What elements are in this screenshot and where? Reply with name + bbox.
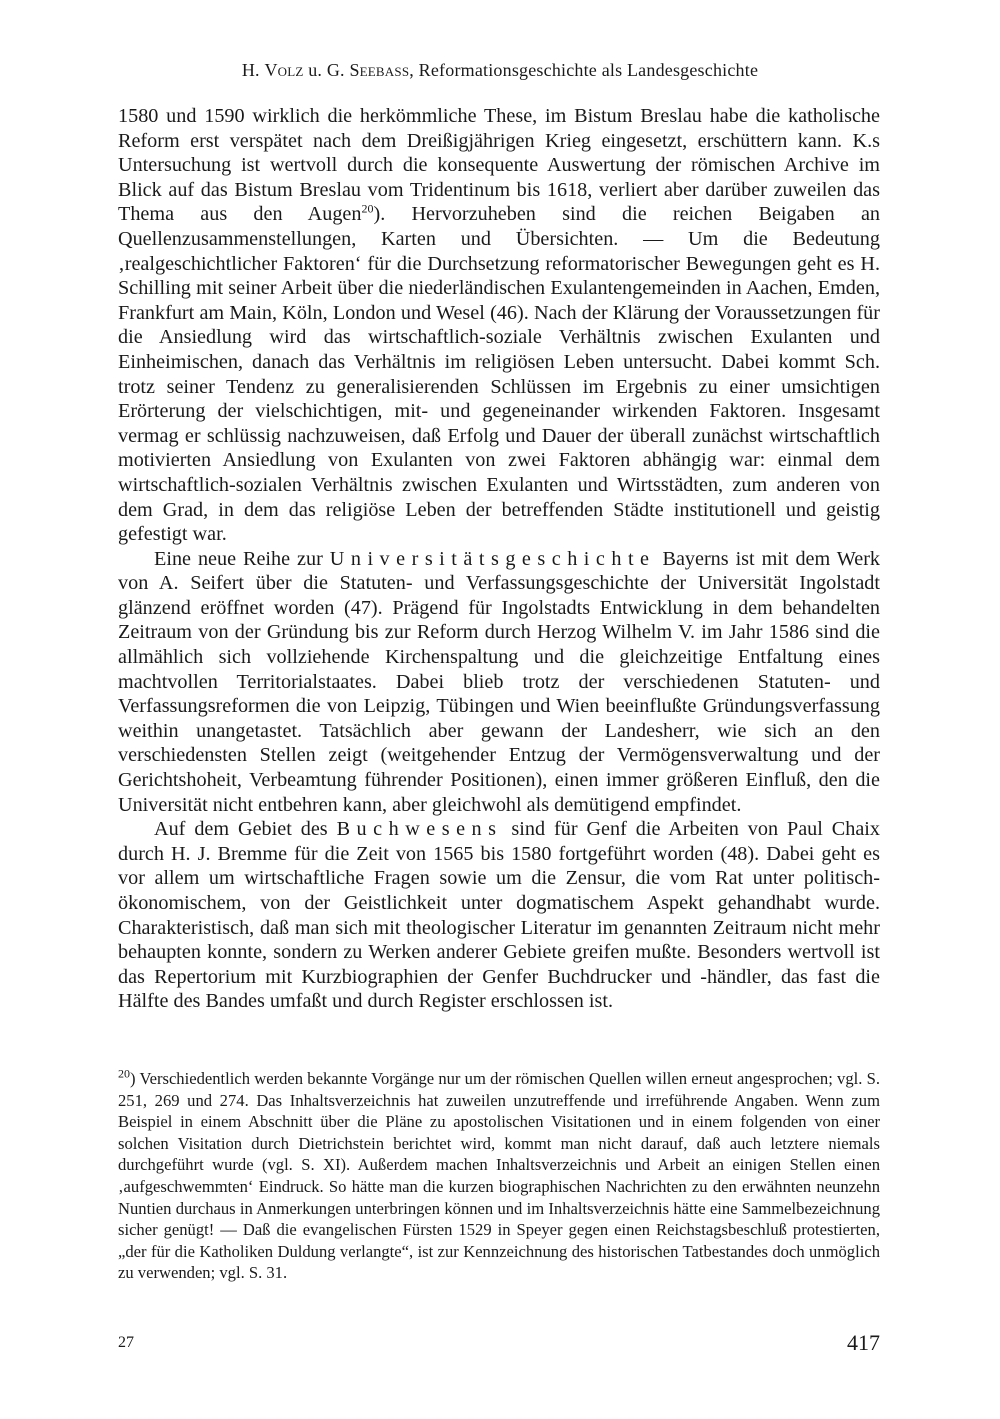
footnote-reference: 20 xyxy=(361,201,374,216)
author-volz: Volz xyxy=(264,60,304,80)
signature-mark: 27 xyxy=(118,1334,134,1351)
footnote-20 xyxy=(118,1068,880,1284)
paragraph-1 xyxy=(118,104,880,547)
footnote-marker: 20 xyxy=(118,1066,130,1081)
spaced-keyword-universitaetsgeschichte: Universitätsgeschichte xyxy=(329,547,656,570)
paragraph-2-text: Bayerns ist mit dem Werk von A. Seifert über die Statuten- und Verfassungsgeschichte der Universität Ingolstadt glänzend eröffnet worden (47). Prägend für Ingolstadts Entwicklung in dem behandelten Zeitraum von der Gründung bis zur Reform durch Herzog Wilhelm V. im Jahr 1586 sind die allmählich sich vollziehende Kirchenspaltung und die gleichzeitige Entfaltung eines machtvollen Territorialstaates. Dabei blieb trotz der verschiedenen Statuten- und Verfassungsreformen die von Leipzig, Tübingen und Wien beeinflußte Gründungsverfassung weithin unangetastet. Tatsächlich aber gewann der Landesherr, wie sich an den verschiedensten Stellen zeigt (weitgehender Entzug der Vermögensverwaltung und der Gerichtshoheit, Verbeamtung führender Positionen), einen immer größeren Einfluß, den die Universität nicht entbehren kann, aber gleichwohl als demütigend empfindet. xyxy=(118,547,881,816)
paragraph-3-lead: Auf dem Gebiet des xyxy=(154,818,337,841)
spaced-keyword-buchwesens: Buchwesens xyxy=(336,818,503,841)
paragraph-3 xyxy=(118,817,880,1014)
main-text xyxy=(118,104,880,1014)
running-head xyxy=(118,60,882,81)
paragraph-2 xyxy=(118,547,880,818)
author-seebass: Seebass xyxy=(349,60,410,80)
running-head-conjunction: u. G. xyxy=(303,60,350,80)
footnote xyxy=(118,1068,880,1284)
footnote-text: ) Verschiedentlich werden bekannte Vorgänge nur um der römischen Quellen willen erneut angesprochen; vgl. S. 251, 269 und 274. Das Inhaltsverzeichnis hat zuweilen unzutreffende und irreführende Angaben. Wenn zum Beispiel in einem Abschnitt über die Pläne zu apostolischen Visitationen und in einem folgenden von einer solchen Visitation durch Dietrichstein berichtet wird, kommt man nicht darauf, daß auch letztere niemals durchgeführt wurde (vgl. S. XI). Außerdem machen Inhaltsverzeichnis und Arbeit an einigen Stellen einen ‚aufgeschwemmten‘ Eindruck. So hätte man die kurzen biographischen Nachrichten zu den erwähnten neunzehn Nuntien durchaus in Anmerkungen unterbringen können und im Inhaltsverzeichnis hätte eine Sammelbezeichnung sicher genügt! — Daß die evangelischen Fürsten 1529 in Speyer gegen einen Reichstagsbeschluß protestierten, „der für die Katholiken Duldung verlangte“, ist zur Kennzeichnung des historischen Tatbestandes doch unmöglich zu verwenden; vgl. S. 31. xyxy=(118,1069,880,1283)
paragraph-3-text: sind für Genf die Arbeiten von Paul Chaix durch H. J. Bremme für die Zeit von 1565 bis 1580 fortgeführt worden (48). Dabei geht es vor allem um wirtschaftliche Fragen sowie um die Zensur, die vom Rat unter politisch-ökonomischem, von der Geistlichkeit unter dogmatischem Aspekt gehandhabt wurde. Charakteristisch, daß man sich mit theologischer Literatur im genannten Zeitraum nicht mehr behaupten konnte, sondern zu Werken anderer Gebiete greifen mußte. Besonders wertvoll ist das Repertorium mit Kurzbiographien der Genfer Buchdrucker und -händler, das fast die Hälfte des Bandes umfaßt und durch Register erschlossen ist. xyxy=(118,818,880,1013)
paragraph-1-continuation: ). Hervorzuheben sind die reichen Beigaben an Quellenzusammenstellungen, Karten und Übersichten. — Um die Bedeutung ‚realgeschichtlicher Faktoren‘ für die Durchsetzung reformatorischer Bewegungen geht es H. Schilling mit seiner Arbeit über die niederländischen Exulantengemeinden in Aachen, Emden, Frankfurt am Main, Köln, London und Wesel (46). Nach der Klärung der Voraussetzungen für die Ansiedlung wird das wirtschaftlich-soziale Verhältnis zwischen Exulanten und Einheimischen, danach das Verhältnis im religiösen Leben untersucht. Dabei kommt Sch. trotz seiner Tendenz zu generalisierenden Schlüssen im Ergebnis zu einer umsichtigen Erörterung der vielschichtigen, mit- und gegeneinander wirkenden Faktoren. Insgesamt vermag er schlüssig nachzuweisen, daß Erfolg und Dauer der überall zunächst wirtschaftlich motivierten Ansiedlung von Exulanten von zwei Faktoren abhängig war: einmal dem wirtschaftlich-sozialen Verhältnis zwischen Exulanten und Wirtsstädten, zum anderen von dem Grad, in dem das religiöse Leben der betreffenden Städte institutionell und geistig gefestigt war. xyxy=(118,203,881,546)
paragraph-2-lead: Eine neue Reihe zur xyxy=(154,547,330,570)
running-head-title: , Reformationsgeschichte als Landesgeschichte xyxy=(409,60,759,80)
paragraph-1-text: 1580 und 1590 wirklich die herkömmliche These, im Bistum Breslau habe die katholische Reform erst verspätet nach dem Dreißigjährigen Krieg eingesetzt, erschüttern kann. K.s Untersuchung ist wertvoll durch die konsequente Auswertung der römischen Archive im Blick auf das Bistum Breslau vom Tridentinum bis 1618, verliert aber darüber zuweilen das Thema aus den Augen xyxy=(118,105,880,226)
page-number: 417 xyxy=(847,1330,880,1355)
running-head-prefix: H. xyxy=(241,60,265,80)
